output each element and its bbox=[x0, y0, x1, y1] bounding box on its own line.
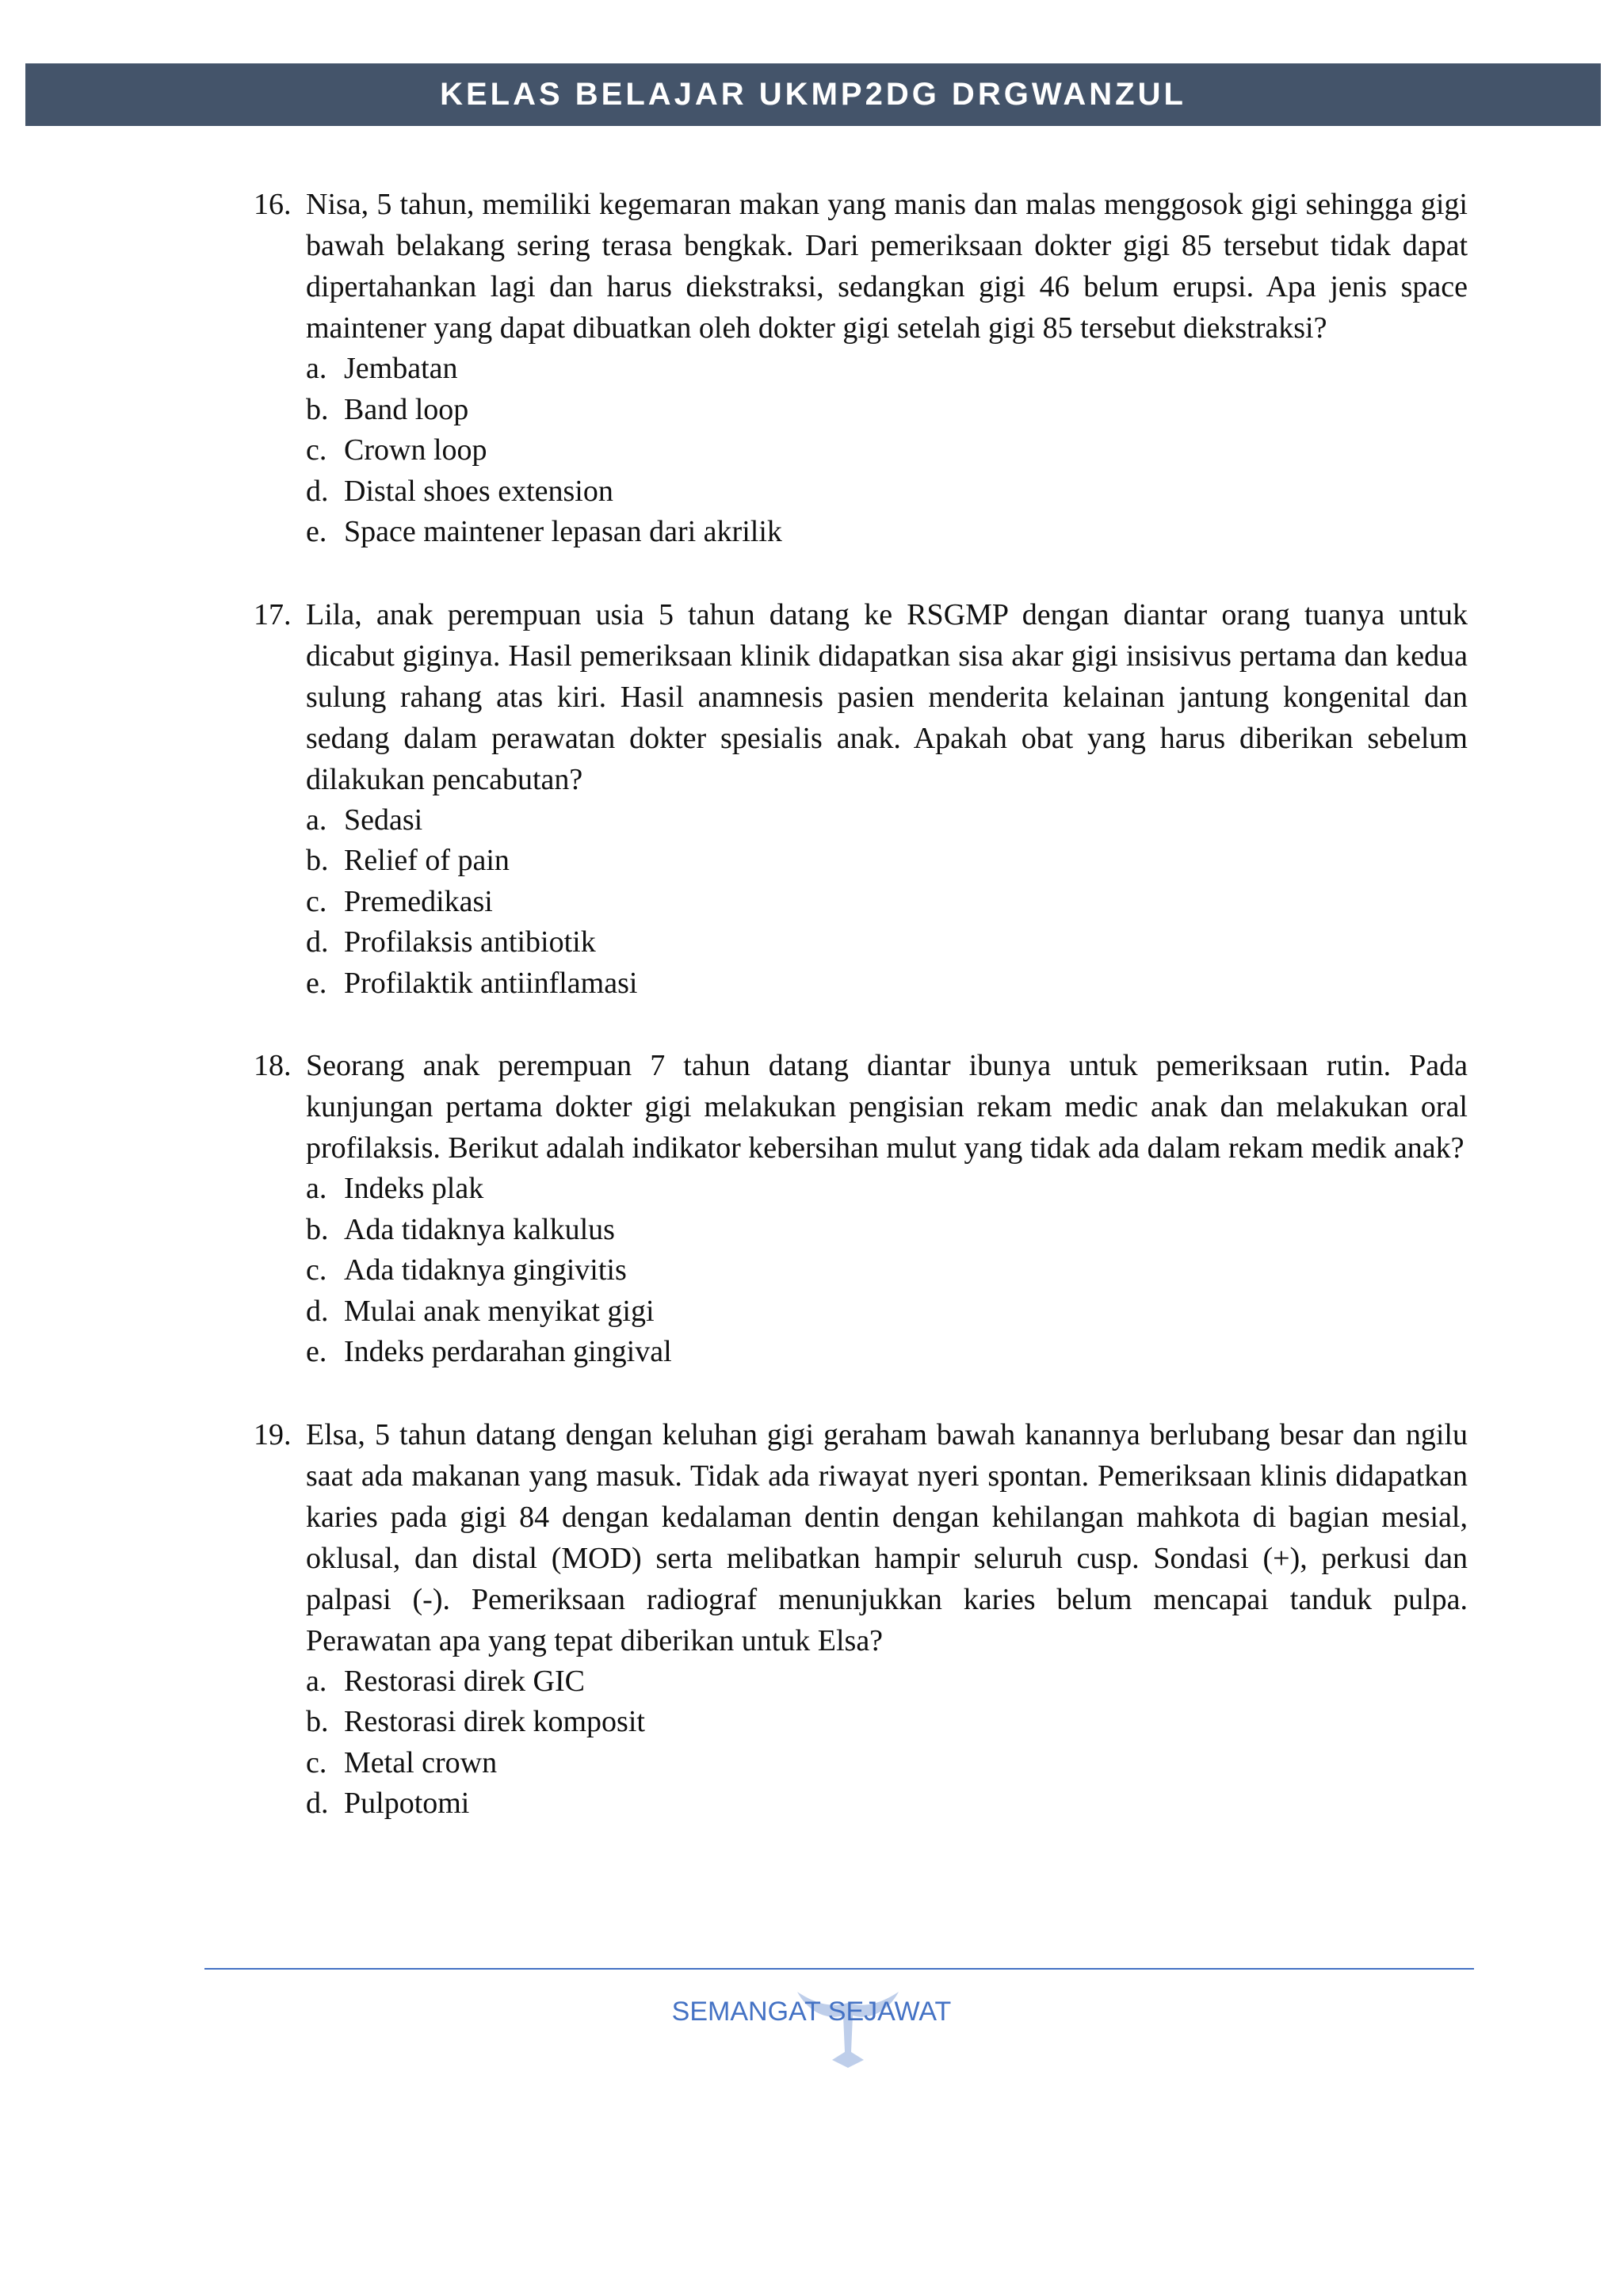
question-16 bbox=[254, 184, 1468, 553]
option-text: Crown loop bbox=[344, 433, 487, 467]
option-text: Sedasi bbox=[344, 803, 423, 837]
option-text: Metal crown bbox=[344, 1745, 498, 1779]
question-19 bbox=[254, 1414, 1468, 1825]
question-text: Elsa, 5 tahun datang dengan keluhan gigi geraham bawah kanannya berlubang besar dan ngilu saat ada makanan yang masuk. Tidak ada riwayat nyeri spontan. Pemeriksaan klinis didapatkan karies pada gigi 84 dengan kedalaman dentin dengan kehilangan mahkota di bagian mesial, oklusal, dan distal (MOD) serta melibatkan hampir seluruh cusp. Sondasi (+), perkusi dan palpasi (-). Pemeriksaan radiograf menunjukkan karies belum mencapai tanduk pulpa. Perawatan apa yang tepat diberikan untuk Elsa? bbox=[306, 1417, 1468, 1657]
option-letter: c. bbox=[306, 884, 327, 918]
option-d bbox=[306, 1783, 1468, 1825]
option-letter: c. bbox=[306, 1745, 327, 1779]
option-letter: c. bbox=[306, 1253, 327, 1287]
option-text: Restorasi direk komposit bbox=[344, 1705, 645, 1738]
option-letter: e. bbox=[306, 966, 327, 1000]
option-text: Band loop bbox=[344, 392, 469, 426]
option-letter: d. bbox=[306, 1787, 329, 1820]
header-bar bbox=[25, 63, 1601, 126]
question-text: Seorang anak perempuan 7 tahun datang diantar ibunya untuk pemeriksaan rutin. Pada kunjungan pertama dokter gigi melakukan pengisian rekam medic anak dan melakukan oral profilaksis. Berikut adalah indikator kebersihan mulut yang tidak ada dalam rekam medik anak? bbox=[306, 1049, 1468, 1165]
option-a bbox=[306, 1661, 1468, 1703]
option-letter: b. bbox=[306, 1212, 329, 1246]
option-list bbox=[306, 800, 1468, 1005]
option-e bbox=[306, 512, 1468, 553]
option-letter: a. bbox=[306, 803, 327, 837]
option-a bbox=[306, 349, 1468, 390]
option-d bbox=[306, 922, 1468, 963]
header-title: KELAS BELAJAR UKMP2DG DRGWANZUL bbox=[440, 77, 1186, 112]
question-text: Lila, anak perempuan usia 5 tahun datang ke RSGMP dengan diantar orang tuanya untuk dicabut giginya. Hasil pemeriksaan klinik didapatkan sisa akar gigi insisivus pertama dan kedua sulung rahang atas kiri. Hasil anamnesis pasien menderita kelainan jantung kongenital dan sedang dalam perawatan dokter spesialis anak. Apakah obat yang harus diberikan sebelum dilakukan pencabutan? bbox=[306, 597, 1468, 796]
option-e bbox=[306, 963, 1468, 1005]
option-letter: e. bbox=[306, 515, 327, 548]
option-a bbox=[306, 800, 1468, 841]
option-letter: a. bbox=[306, 1172, 327, 1205]
option-letter: d. bbox=[306, 1294, 329, 1328]
option-list bbox=[306, 1169, 1468, 1373]
question-list bbox=[254, 184, 1468, 1866]
question-number: 16. bbox=[254, 188, 292, 221]
option-text: Profilaktik antiinflamasi bbox=[344, 966, 638, 1000]
option-b bbox=[306, 390, 1468, 431]
option-letter: c. bbox=[306, 433, 327, 467]
option-letter: d. bbox=[306, 474, 329, 508]
option-letter: e. bbox=[306, 1335, 327, 1368]
question-number: 18. bbox=[254, 1049, 292, 1082]
option-list bbox=[306, 1661, 1468, 1825]
option-text: Indeks perdarahan gingival bbox=[344, 1335, 672, 1368]
question-text: Nisa, 5 tahun, memiliki kegemaran makan yang manis dan malas menggosok gigi sehingga gigi bawah belakang sering terasa bengkak. Dari pemeriksaan dokter gigi 85 tersebut tidak dapat dipertahankan lagi dan harus diekstraksi, sedangkan gigi 46 belum erupsi. Apa jenis space maintener yang dapat dibuatkan oleh dokter gigi setelah gigi 85 tersebut diekstraksi? bbox=[306, 188, 1468, 345]
option-d bbox=[306, 1291, 1468, 1333]
option-c bbox=[306, 1743, 1468, 1784]
option-text: Jembatan bbox=[344, 352, 458, 385]
option-text: Premedikasi bbox=[344, 884, 493, 918]
option-a bbox=[306, 1169, 1468, 1210]
option-text: Ada tidaknya kalkulus bbox=[344, 1212, 615, 1246]
option-c bbox=[306, 1250, 1468, 1291]
option-letter: a. bbox=[306, 352, 327, 385]
option-text: Ada tidaknya gingivitis bbox=[344, 1253, 627, 1287]
option-text: Relief of pain bbox=[344, 844, 510, 877]
option-e bbox=[306, 1332, 1468, 1373]
option-text: Restorasi direk GIC bbox=[344, 1664, 585, 1698]
question-number: 17. bbox=[254, 597, 292, 631]
question-18 bbox=[254, 1045, 1468, 1373]
option-d bbox=[306, 471, 1468, 513]
option-letter: d. bbox=[306, 925, 329, 959]
option-text: Pulpotomi bbox=[344, 1787, 470, 1820]
option-text: Indeks plak bbox=[344, 1172, 484, 1205]
option-letter: b. bbox=[306, 844, 329, 877]
option-text: Mulai anak menyikat gigi bbox=[344, 1294, 655, 1328]
footer-text: SEMANGAT SEJAWAT bbox=[671, 1997, 952, 2027]
option-b bbox=[306, 1702, 1468, 1743]
option-c bbox=[306, 430, 1468, 471]
question-number: 19. bbox=[254, 1417, 292, 1451]
option-text: Space maintener lepasan dari akrilik bbox=[344, 515, 782, 548]
option-list bbox=[306, 349, 1468, 553]
option-letter: b. bbox=[306, 1705, 329, 1738]
option-letter: a. bbox=[306, 1664, 327, 1698]
option-text: Profilaksis antibiotik bbox=[344, 925, 596, 959]
option-b bbox=[306, 841, 1468, 882]
option-text: Distal shoes extension bbox=[344, 474, 613, 508]
question-17 bbox=[254, 594, 1468, 1005]
option-b bbox=[306, 1210, 1468, 1251]
option-c bbox=[306, 882, 1468, 923]
option-letter: b. bbox=[306, 392, 329, 426]
